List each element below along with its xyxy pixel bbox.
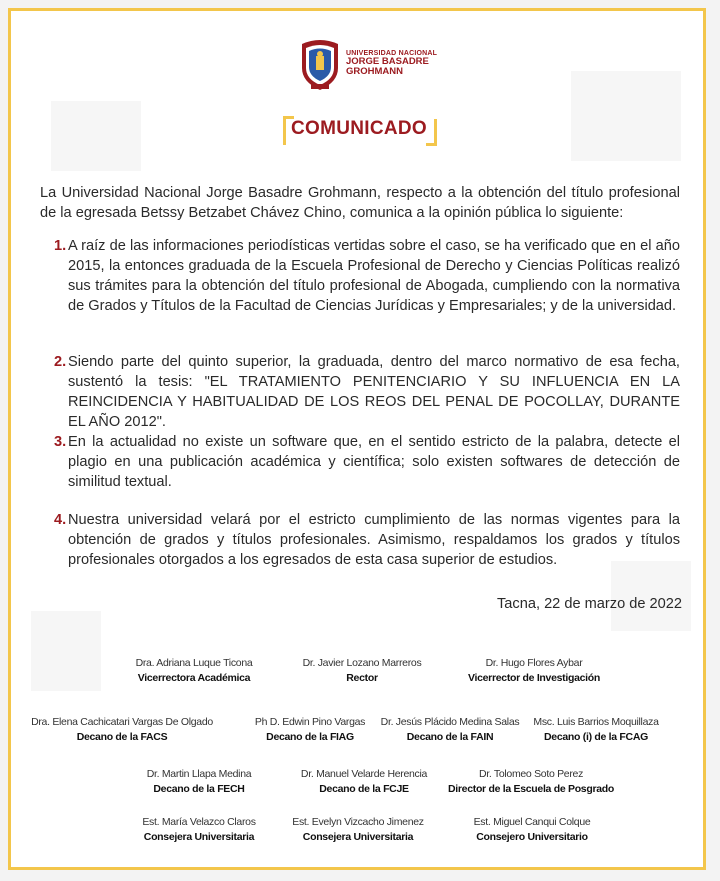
signatory [381,716,520,743]
signatory-name: Dr. Martin Llapa Medina [146,768,252,780]
item-text: Nuestra universidad velará por el estricto cumplimiento de las normas vigentes para la obtención de grados y títulos profesionales. Asimismo, respaldamos los grados y títulos profesionales otorgados a los egresados de esta casa superior de estudios. [68,512,680,568]
background-decoration [51,101,141,171]
signatory-role: Consejero Universitario [476,831,588,843]
signatory-role: Director de la Escuela de Posgrado [447,783,615,795]
list-item [54,432,680,492]
background-decoration [571,71,681,161]
university-name-line1: UNIVERSIDAD NACIONAL [346,50,438,57]
signatory [448,768,614,795]
signatory [142,816,255,843]
intro-paragraph: La Universidad Nacional Jorge Basadre Grohmann, respecto a la obtención del título profesional de la egresada Betssy Betzabet Chávez Chino, comunica a la opinión pública lo siguiente: [40,185,680,221]
signatory-role: Consejera Universitaria [302,831,414,843]
list-item [54,352,680,432]
item-text: A raíz de las informaciones periodísticas vertidas sobre el caso, se ha verificado que en el año 2015, la entonces graduada de la Escuela Profesional de Derecho y Ciencias Políticas realizó sus trámites para la obtención del título profesional de Abogada, cumpliendo con la normativa de Grados y Títulos de la Facultad de Ciencias Jurídicas y Empresariales; y de la universidad. [68,238,680,314]
signatory-name: Msc. Luis Barrios Moquillaza [533,716,659,728]
signatory-role: Decano de la FIAG [266,731,354,743]
signatory [292,816,423,843]
signatory-role: Decano (i) de la FCAG [544,731,648,743]
signatory-name: Dr. Hugo Flores Aybar [485,657,583,669]
signatory-name: Est. Evelyn Vizcacho Jimenez [292,816,424,828]
title-banner [283,116,437,146]
signatory-name: Est. Miguel Canqui Colque [473,816,591,828]
signatory [31,716,213,743]
item-number: 4. [54,512,67,528]
signatory-role: Decano de la FCJE [319,783,409,795]
university-name-line3: GROHMANN [346,66,403,78]
signatory [533,716,658,743]
item-number: 3. [54,434,67,450]
signatory [147,768,252,795]
university-name [346,50,437,77]
list-item [54,236,680,316]
signatory [301,768,427,795]
university-name-line2: JORGE BASADRE [346,56,429,68]
signatory [474,816,591,843]
signatory-name: Dr. Jesús Plácido Medina Salas [380,716,520,728]
signatory [136,657,253,684]
signatory [468,657,600,684]
university-logo [298,38,438,94]
signatory-name: Dr. Javier Lozano Marreros [302,657,422,669]
background-decoration [31,611,101,691]
signatory-name: Est. María Velazco Claros [142,816,256,828]
signatory-name: Dr. Manuel Velarde Herencia [300,768,428,780]
page-title: COMUNICADO [291,118,427,139]
signatory-role: Decano de la FECH [153,783,245,795]
signatory-role: Consejera Universitaria [143,831,255,843]
bracket-right [426,119,437,146]
signatory-role: Rector [346,672,378,684]
item-number: 1. [54,238,67,254]
signatory-role: Decano de la FAIN [406,731,494,743]
signatory-role: Vicerrectora Académica [137,672,251,684]
item-text: Siendo parte del quinto superior, la graduada, dentro del marco normativo de esa fecha, sustentó la tesis: "EL TRATAMIENTO PENITENCIARIO Y SU INFLUENCIA EN LA REINCIDENCIA Y HABITUALIDAD DE LOS REOS DEL PENAL DE POCOLLAY, DURANTE EL AÑO 2012". [68,354,680,430]
signatory-name: Dra. Elena Cachicatari Vargas De Olgado [31,716,213,728]
item-text: En la actualidad no existe un software que, en el sentido estricto de la palabra, detecte el plagio en una publicación académica y científica; solo existen softwares de detección de similitud textual. [68,434,680,490]
signatory [303,657,422,684]
list-item [54,510,680,570]
document-date: Tacna, 22 de marzo de 2022 [497,596,682,612]
signatory-name: Dr. Tolomeo Soto Perez [478,768,584,780]
signatory-role: Decano de la FACS [76,731,168,743]
signatory-role: Vicerrector de Investigación [467,672,601,684]
university-shield-icon [298,38,342,92]
item-number: 2. [54,354,67,370]
signatory [255,716,365,743]
signatory-name: Dra. Adriana Luque Ticona [135,657,253,669]
signatory-name: Ph D. Edwin Pino Vargas [254,716,366,728]
